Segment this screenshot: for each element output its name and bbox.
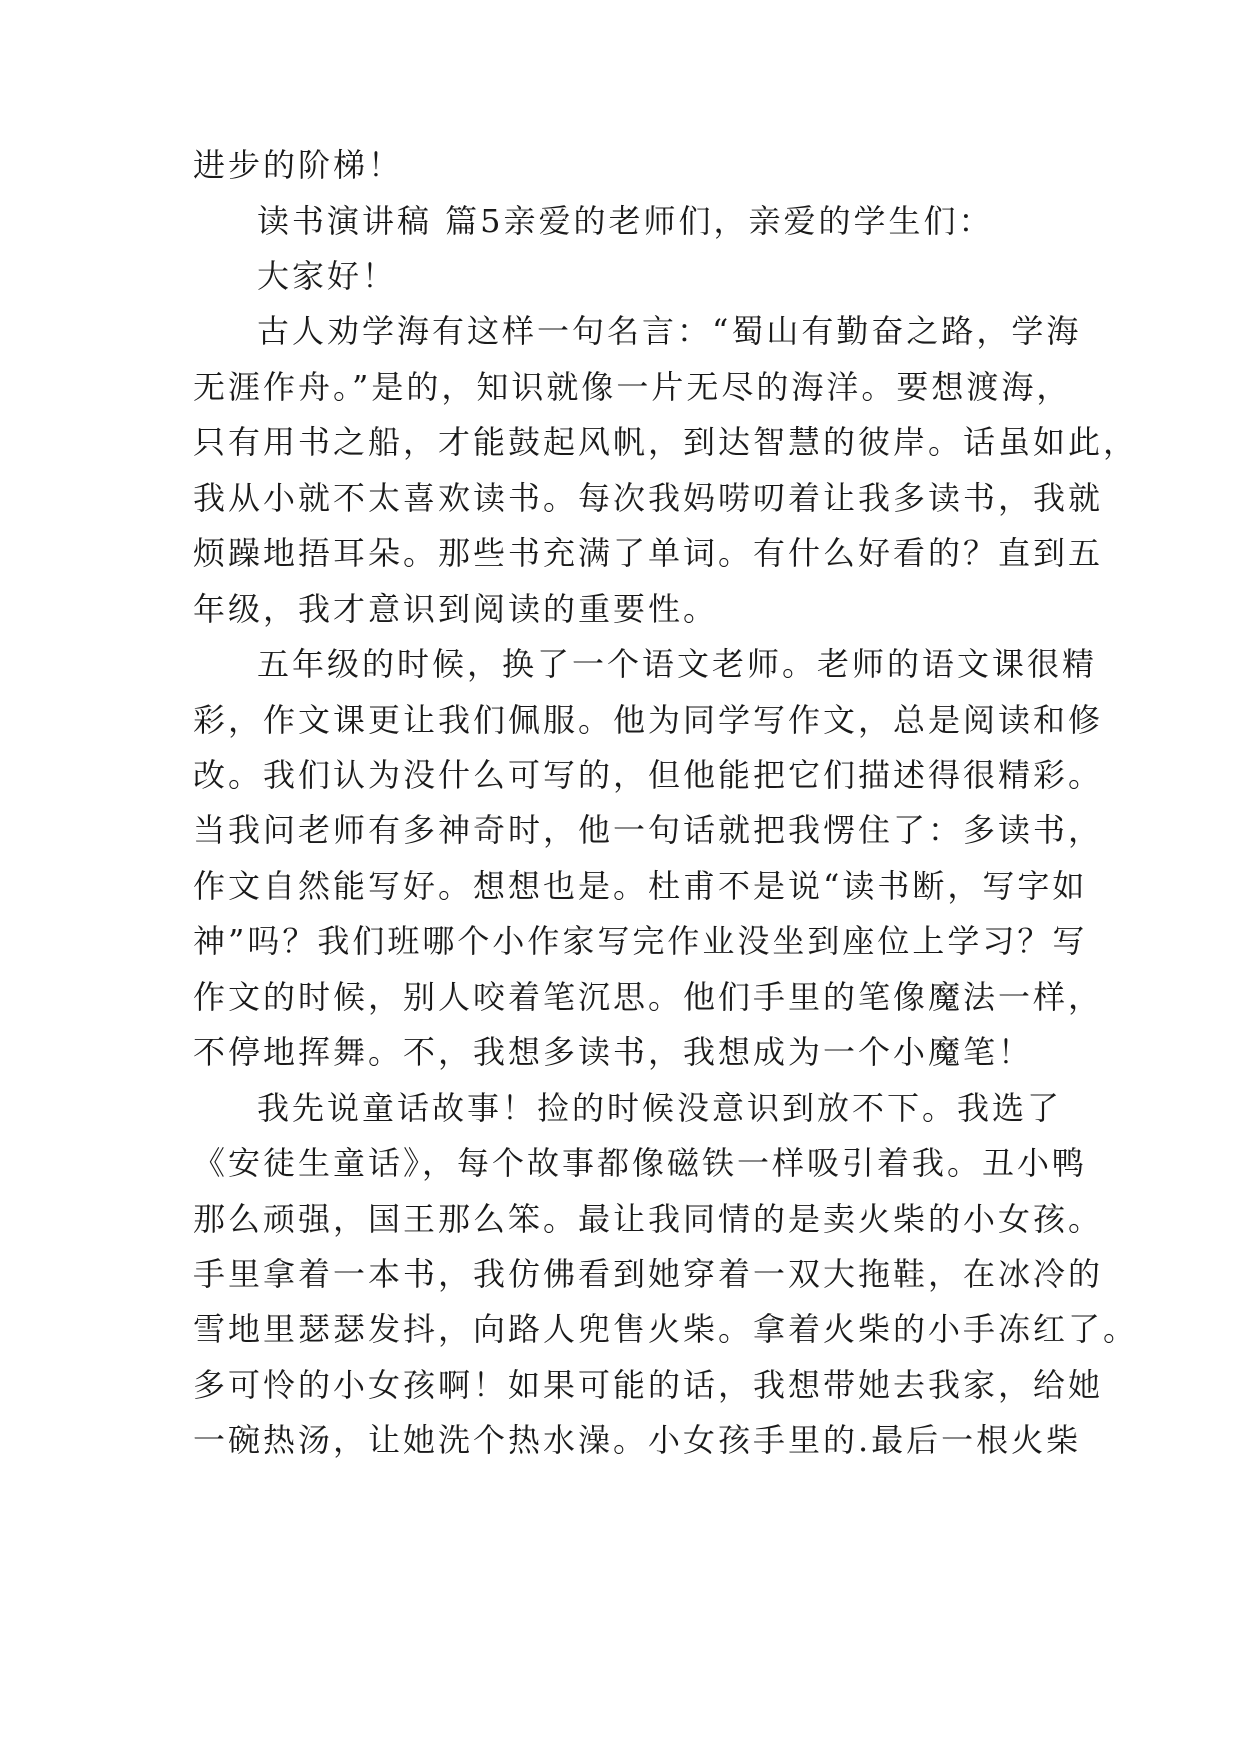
text-line: 改。我们认为没什么可写的，但他能把它们描述得很精彩。 [193,756,1104,794]
text-line: 作文自然能写好。想想也是。杜甫不是说“读书断，写字如 [193,867,1088,905]
text-line: 《安徒生童话》，每个故事都像磁铁一样吸引着我。丑小鸭 [193,1144,1088,1182]
text-line: 大家好！ [257,257,398,295]
text-line: 一碗热汤，让她洗个热水澡。小女孩手里的.最后一根火柴 [193,1421,1082,1459]
text-line: 进步的阶梯！ [193,146,404,184]
text-line: 多可怜的小女孩啊！如果可能的话，我想带她去我家，给她 [193,1366,1104,1404]
text-line: 读书演讲稿 篇5亲爱的老师们，亲爱的学生们： [257,202,994,240]
text-line: 彩，作文课更让我们佩服。他为同学写作文，总是阅读和修 [193,701,1104,739]
text-line: 作文的时候，别人咬着笔沉思。他们手里的笔像魔法一样， [193,978,1104,1016]
text-line: 我先说童话故事！捡的时候没意识到放不下。我选了 [257,1089,1063,1127]
text-line: 那么顽强，国王那么笨。最让我同情的是卖火柴的小女孩。 [193,1200,1104,1238]
text-line: 年级，我才意识到阅读的重要性。 [193,590,719,628]
text-line: 无涯作舟。”是的，知识就像一片无尽的海洋。要想渡海， [193,368,1072,406]
text-line: 五年级的时候，换了一个语文老师。老师的语文课很精 [257,645,1098,683]
text-line: 当我问老师有多神奇时，他一句话就把我愣住了：多读书， [193,811,1104,849]
text-line: 手里拿着一本书，我仿佛看到她穿着一双大拖鞋，在冰冷的 [193,1255,1104,1293]
text-line: 只有用书之船，才能鼓起风帆，到达智慧的彼岸。话虽如此， [193,423,1139,461]
text-line: 古人劝学海有这样一句名言：“蜀山有勤奋之路，学海 [257,312,1082,350]
text-line: 不停地挥舞。不，我想多读书，我想成为一个小魔笔！ [193,1033,1034,1071]
text-line: 我从小就不太喜欢读书。每次我妈唠叨着让我多读书，我就 [193,479,1104,517]
text-line: 神”吗？我们班哪个小作家写完作业没坐到座位上学习？写 [193,922,1088,960]
text-line: 雪地里瑟瑟发抖，向路人兜售火柴。拿着火柴的小手冻红了。 [193,1310,1139,1348]
text-line: 烦躁地捂耳朵。那些书充满了单词。有什么好看的？直到五 [193,534,1104,572]
